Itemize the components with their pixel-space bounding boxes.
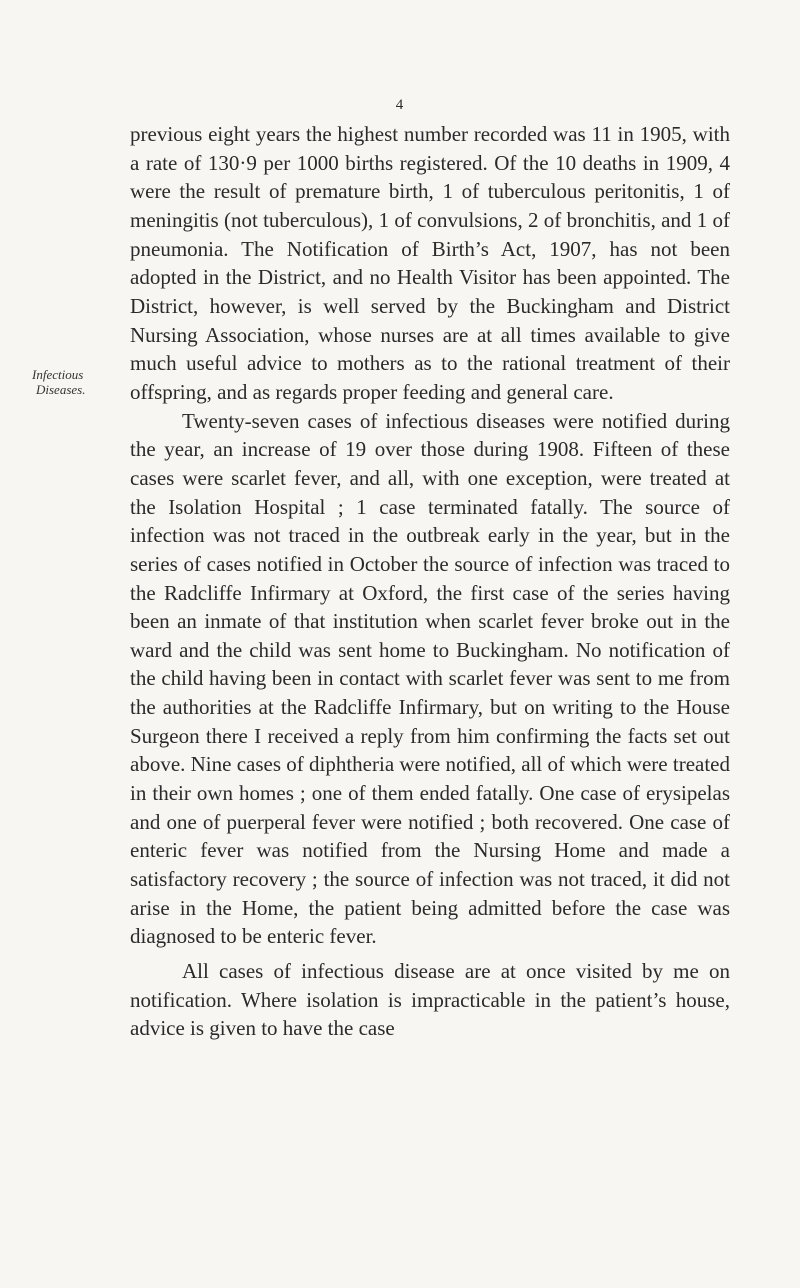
paragraph-infant-mortality: previous eight years the highest number recorded was 11 in 1905, with a rate of 130·9 per 1000 births registered. Of the 10 deaths in 1909, 4 were the result of premature birth, 1 of tuberculous peritonitis, 1 of meningitis (not tuberculous), 1 of convulsions, 2 of bronchitis, and 1 of pneumonia. The Notification of Birth’s Act, 1907, has not been adopted in the District, and no Health Visitor has been appointed. The District, however, is well served by the Buckingham and District Nursing Association, whose nurses are at all times available to give much useful advice to mothers as to the rational treatment of their offspring, and as regards proper feeding and general care. [130, 122, 730, 404]
body-text [130, 120, 730, 1043]
paragraph-infectious-diseases: Twenty-seven cases of infectious diseases were notified during the year, an increase of 19 over those during 1908. Fifteen of these cases were scarlet fever, and all, with one exception, were treated at the Isolation Hospital ; 1 case terminated fatally. The source of infection was not traced in the outbreak early in the year, but in the series of cases notified in October the source of infection was traced to the Radcliffe Infirmary at Oxford, the first case of the series having been an inmate of that institution when scarlet fever broke out in the ward and the child was sent home to Buckingham. No notification of the child having been in contact with scarlet fever was sent to me from the authorities at the Radcliffe Infirmary, but on writing to the House Surgeon there I received a reply from him confirming the facts set out above. Nine cases of diphtheria were notified, all of which were treated in their own homes ; one of them ended fatally. One case of erysipelas and one of puerperal fever were notified ; both recovered. One case of enteric fever was notified from the Nursing Home and made a satisfactory recovery ; the source of infection was not traced, it did not arise in the Home, the patient being admitted before the case was diagnosed to be enteric fever. [130, 408, 730, 949]
margin-note-line-2: Diseases. [36, 382, 86, 397]
margin-note-line-1: Infectious [32, 367, 84, 382]
page-number: 4 [395, 97, 405, 113]
paragraph-visits: All cases of infectious disease are at once visited by me on notification. Where isolation is impracticable in the patient’s house, advice is given to have the case [130, 959, 730, 1041]
margin-note-infectious-diseases [32, 367, 122, 397]
